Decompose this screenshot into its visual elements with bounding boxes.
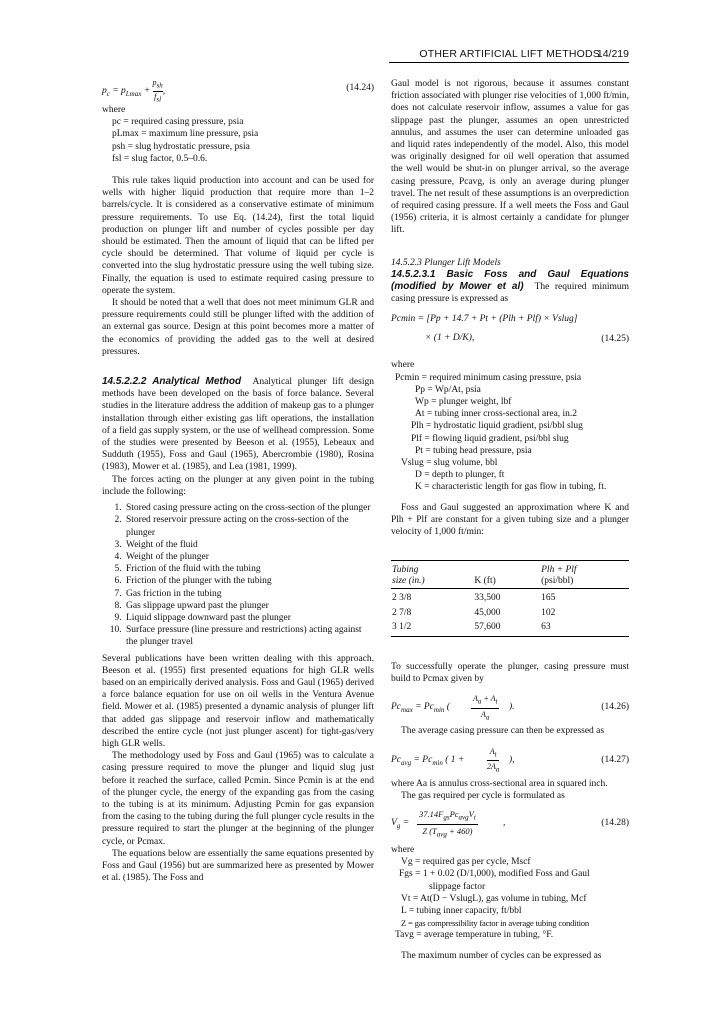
variable-definition: D = depth to plunger, ft (415, 470, 505, 481)
table-header (391, 561, 473, 589)
table-cell: 3 1/2 (392, 621, 412, 632)
running-title: OTHER ARTIFICIAL LIFT METHODS (419, 48, 600, 60)
variable-definition: pc = required casing pressure, psia (112, 117, 244, 128)
equation-14-24: $p_c = p_{Lmax}$ + $p_{sh}$ $f_{sl}$ , (14.24) (102, 78, 374, 104)
paragraph: The forces acting on the plunger at any given point in the tubing include the following: (102, 474, 374, 497)
header-cell: (psi/bbl) (541, 576, 574, 587)
header-rule (389, 62, 629, 63)
paragraph: The gas required per cycle is formulated as (401, 790, 565, 801)
list-item: 8. Gas slippage upward past the plunger (124, 600, 374, 612)
table-row (391, 589, 629, 606)
variable-definition: psh = slug hydrostatic pressure, psia (112, 141, 250, 152)
header-cell: Tubing (392, 565, 419, 576)
variable-definition: Pt = tubing head pressure, psia (415, 445, 532, 456)
variable-definition: slippage factor (429, 881, 486, 892)
header-cell: size (in.) (392, 576, 425, 587)
equation-14-25 (391, 313, 629, 351)
table-cell: 102 (541, 607, 556, 618)
eq-number: (14.25) (601, 334, 629, 345)
right-column (391, 78, 629, 962)
section-heading: 14.5.2.3.1 Basic Foss and Gaul Equations (modified by Mower et al) (391, 268, 629, 293)
constants-table (391, 560, 629, 637)
variable-definition: pLmax = maximum line pressure, psia (112, 129, 259, 140)
variable-definition: Wp = plunger weight, lbf (415, 397, 512, 408)
list-item: 7. Gas friction in the tubing (124, 588, 374, 600)
paragraph: Several publications have been written dealing with this approach. Beeson et al. (1955) first presented equations for high GLR wells based on an empirically derived analysis. Foss and Gaul (1965) derived a force balance equation for use on oil wells in the Ventura Avenue field. Mower et al. (1985) presented a dynamic analysis of plunger lift that added gas slippage and reservoir inflow and mathematically described the entire cycle (not just plunger ascent) for tight-gas/very high GLR wells. (102, 653, 374, 749)
table-cell: 57,600 (474, 621, 501, 632)
eq-line: Pcmin = [Pp + 14.7 + Pt + (Plh + Plf) × Vslug] (391, 314, 578, 325)
eq-number: (14.26) (601, 702, 629, 713)
where-label: where (391, 360, 415, 371)
table-cell: 45,000 (474, 607, 501, 618)
variable-definition: Plf = flowing liquid gradient, psi/bbl slug (411, 433, 569, 444)
table-row (391, 620, 629, 637)
eq-number: (14.24) (346, 83, 374, 93)
paragraph: The methodology used by Foss and Gaul (1965) was to calculate a casing pressure required to move the plunger and liquid slug just before it reached the surface, called Pcmin. Since Pcmin is at the end of the plunger cycle, the energy of the expanding gas from the casing to the tubing is at its minimum. Adjusting Pcmin for gas expansion from the casing to the tubing during the full plunger cycle results in the pressure required to start the plunger at the beginning of the plunger cycle, or Pcmax. (102, 751, 374, 847)
variable-definition: Fgs = 1 + 0.02 (D/1,000), modified Foss and Gaul (399, 869, 590, 880)
list-item: 3. Weight of the fluid (124, 539, 374, 551)
table-row (391, 606, 629, 620)
where-label: where (102, 105, 126, 115)
paragraph: The required minimum casing pressure is expressed as (391, 282, 630, 305)
paragraph: The equations below are essentially the same equations presented by Foss and Gaul (1956) but are summarized here as presented by Mower et al. (1985). The Foss and (102, 848, 374, 884)
subsection-heading: 14.5.2.3 Plunger Lift Models (391, 257, 501, 268)
paragraph: where Aa is annulus cross-sectional area in squared inch. (391, 778, 608, 789)
list-item: 10. Surface pressure (line pressure and restrictions) acting against the plunger travel (124, 624, 374, 648)
variable-definition: L = tubing inner capacity, ft/bbl (401, 905, 522, 916)
paragraph: It should be noted that a well that does not meet minimum GLR and pressure requirements could still be plunger lifted with the addition of an external gas source. Design at this point becomes more a matter of the economics of providing the added gas to the well at desired pressures. (102, 298, 374, 357)
equation-14-27: $Pc_{avg} = Pc_{min}$ ( 1 + $A_t$ $2A_a$ ), (14.27) (391, 746, 629, 774)
paragraph: Foss and Gaul suggested an approximation where K and Plh + Plf are constant for a given tubing size and a plunger velocity of 1,000 ft/min: (391, 502, 629, 538)
eq-number: (14.28) (601, 817, 629, 828)
eq-number: (14.27) (601, 754, 629, 765)
table-header (540, 561, 629, 589)
paragraph: To successfully operate the plunger, casing pressure must build to Pcmax given by (391, 661, 629, 685)
forces-list (102, 502, 374, 648)
list-item: 9. Liquid slippage downward past the plunger (124, 612, 374, 624)
list-item: 4. Weight of the plunger (124, 551, 374, 563)
page-header (0, 40, 725, 64)
variable-definition: fsl = slug factor, 0.5–0.6. (112, 153, 208, 164)
list-item: 1. Stored casing pressure acting on the cross-section of the plunger (124, 502, 374, 514)
list-item: 5. Friction of the fluid with the tubing (124, 563, 374, 575)
variable-definition: Tavg = average temperature in tubing, °F. (395, 930, 554, 941)
variable-definition: Vg = required gas per cycle, Mscf (401, 857, 531, 868)
variable-definition: K = characteristic length for gas flow in tubing, ft. (415, 482, 607, 493)
variable-definition: Vt = At(D − VslugL), gas volume in tubing, Mcf (401, 893, 587, 904)
paragraph: The maximum number of cycles can be expressed as (401, 950, 602, 961)
left-column (102, 78, 374, 884)
table-cell: 63 (541, 621, 551, 632)
eq-line: × (1 + D/K), (425, 332, 475, 343)
equation-14-28: $V_g$ = $37.14F_{gs}Pc_{avg}V_t$ Z $(T_{avg} + 460)$ , (14.28) (391, 808, 629, 839)
equation-14-26: $Pc_{max} = Pc_{min}$ ( $A_a + A_t$ $A_a$ ). (14.26) (391, 694, 629, 722)
page-number: 14/219 (596, 48, 629, 60)
where-label: where (391, 844, 415, 855)
table-cell: 2 3/8 (392, 593, 412, 604)
variable-list (102, 116, 374, 165)
variable-definition: Plh = hydrostatic liquid gradient, psi/bbl slug (411, 421, 583, 432)
paragraph: This rule takes liquid production into account and can be used for wells with higher liquid production that require more than 1–2 barrels/cycle. It is considered as a conservative estimate of minimum pressure requirements. To use Eq. (14.24), first the total liquid production on plunger lift and number of cycles possible per day should be estimated. Then the amount of liquid that can be lifted per cycle should be determined. That volume of liquid per cycle is converted into the slug hydrostatic pressure using the well tubing size. Finally, the equation is used to estimate required casing pressure to operate the system. (102, 176, 374, 296)
variable-definition: Pcmin = required minimum casing pressure, psia (395, 372, 582, 383)
table-cell: 33,500 (474, 593, 501, 604)
variable-definition: Pp = Wp/At, psia (415, 384, 481, 395)
paragraph: Gaul model is not rigorous, because it assumes constant friction associated with plunger rise velocities of 1,000 ft/min, does not calculate reservoir inflow, assumes a value for gas slippage past the plunger, assumes an open unrestricted annulus, and assumes the user can determine unloaded gas and liquid rates independently of the model. Also, this model was originally designed for oil well operation that assumed the well would be shut-in on plunger arrival, so the average casing pressure, Pcavg, is only an average during plunger travel. The net result of these assumptions is an overprediction of required casing pressure. If a well meets the Foss and Gaul (1956) criteria, it is almost certainly a candidate for plunger lift. (391, 79, 629, 236)
table-cell: 165 (541, 593, 556, 604)
paragraph: Analytical plunger lift design methods have been developed on the basis of force balance. Several studies in the literature address the addition of makeup gas to a plunger installation through either existing gas lift operations, the installation of a field gas supply system, or the use of wellhead compression. Some of the studies were presented by Beeson et al. (1955), Lebeaux and Sudduth (1955), Foss and Gaul (1965), Abercrombie (1980), Rosina (1983), Mower et al. (1985), and Lea (1981, 1999). (102, 377, 374, 473)
variable-definition: Vslug = slug volume, bbl (401, 458, 498, 469)
header-cell: K (ft) (474, 576, 496, 587)
variable-definition: Z = gas compressibility factor in average tubing condition (401, 918, 589, 929)
table-cell: 2 7/8 (392, 607, 412, 618)
list-item: 6. Friction of the plunger with the tubing (124, 575, 374, 587)
variable-list (391, 372, 629, 494)
paragraph: The average casing pressure can then be expressed as (401, 726, 605, 737)
variable-list (391, 856, 629, 941)
list-item: 2. Stored reservoir pressure acting on the cross-section of the plunger (124, 514, 374, 538)
header-cell: Plh + Plf (541, 565, 577, 576)
variable-definition: At = tubing inner cross-sectional area, in.2 (415, 409, 578, 420)
section-heading: 14.5.2.2.2 Analytical Method (102, 376, 242, 388)
